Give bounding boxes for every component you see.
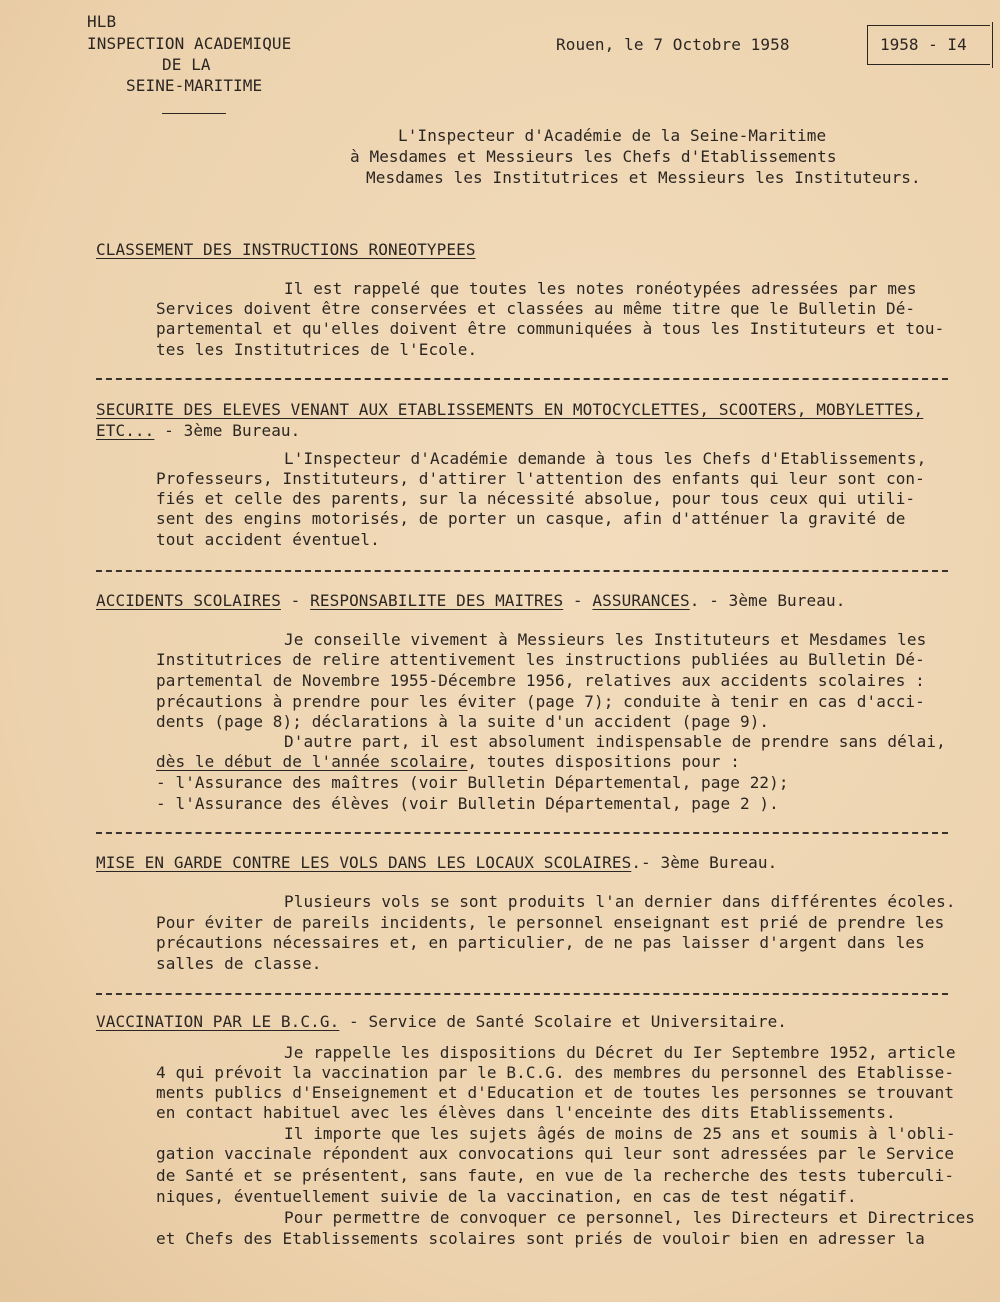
emphasis-text: dès le début de l'année scolaire <box>156 752 468 771</box>
heading-bureau: - 3ème Bureau. <box>154 421 301 440</box>
heading-part: ASSURANCES <box>592 591 690 610</box>
paragraph-line: Pour éviter de pareils incidents, le personnel enseignant est prié de prendre les <box>156 913 945 932</box>
paragraph-line: Il importe que les sujets âgés de moins de 25 ans et soumis à l'obli- <box>284 1124 956 1143</box>
institution-line-3: SEINE-MARITIME <box>126 76 263 95</box>
paragraph-line: tes les Institutrices de l'Ecole. <box>156 340 478 359</box>
section-heading: SECURITE DES ELEVES VENANT AUX ETABLISSEMENTS EN MOTOCYCLETTES, SCOOTERS, MOBYLETTES, <box>96 400 924 419</box>
paragraph-line: Il est rappelé que toutes les notes ronéotypées adressées par mes <box>284 279 917 298</box>
paragraph-line: précautions nécessaires et, en particulier, de ne pas laisser d'argent dans les <box>156 933 925 952</box>
paragraph-line: fiés et celle des parents, sur la nécessité absolue, pour tous ceux qui utili- <box>156 489 916 508</box>
paragraph-line: sent des engins motorisés, de porter un casque, afin d'atténuer la gravité de <box>156 509 906 528</box>
heading-etc: ETC... <box>96 421 155 440</box>
reference-box <box>867 25 990 65</box>
paragraph-line: D'autre part, il est absolument indispensable de prendre sans délai, <box>284 732 946 751</box>
addressee-line-3: Mesdames les Institutrices et Messieurs les Instituteurs. <box>366 168 921 187</box>
author-initials: HLB <box>87 12 117 31</box>
heading-bureau: .- 3ème Bureau. <box>631 853 778 872</box>
addressee-line-1: L'Inspecteur d'Académie de la Seine-Maritime <box>398 126 827 145</box>
paragraph-line: Je rappelle les dispositions du Décret du Ier Septembre 1952, article <box>284 1043 956 1062</box>
paragraph-line: gation vaccinale répondent aux convocations qui leur sont adressées par le Service <box>156 1144 955 1163</box>
heading-part: RESPONSABILITE DES MAITRES <box>310 591 564 610</box>
section-separator <box>96 378 948 380</box>
paragraph-line: ments publics d'Enseignement et d'Education et de toutes les personnes se trouvant <box>156 1083 955 1102</box>
paragraph-line: Je conseille vivement à Messieurs les Instituteurs et Mesdames les <box>284 630 927 649</box>
paragraph-line: Professeurs, Instituteurs, d'attirer l'attention des enfants qui leur sont con- <box>156 469 925 488</box>
section-heading: CLASSEMENT DES INSTRUCTIONS RONEOTYPEES <box>96 240 476 259</box>
paragraph-line: partemental et qu'elles doivent être communiquées à tous les Instituteurs et tou- <box>156 319 945 338</box>
paragraph-line: L'Inspecteur d'Académie demande à tous les Chefs d'Etablissements, <box>284 449 927 468</box>
section-heading: VACCINATION PAR LE B.C.G. - Service de Santé Scolaire et Universitaire. <box>96 1012 788 1031</box>
institution-line-2: DE LA <box>162 55 211 74</box>
paragraph-line: et Chefs des Etablissements scolaires sont priés de vouloir bien en adresser la <box>156 1229 925 1248</box>
section-heading: ACCIDENTS SCOLAIRES - RESPONSABILITE DES MAITRES - ASSURANCES. - 3ème Bureau. <box>96 591 846 610</box>
paragraph-line: Institutrices de relire attentivement les instructions publiées au Bulletin Dé- <box>156 650 925 669</box>
paragraph-line: partemental de Novembre 1955-Décembre 1956, relatives aux accidents scolaires : <box>156 671 925 690</box>
paragraph-line: précautions à prendre pour les éviter (page 7); conduite à tenir en cas d'acci- <box>156 692 925 711</box>
institution-line-1: INSPECTION ACADEMIQUE <box>87 34 292 53</box>
place-date: Rouen, le 7 Octobre 1958 <box>556 35 790 54</box>
paragraph-line: dents (page 8); déclarations à la suite d'un accident (page 9). <box>156 712 770 731</box>
paragraph-line: Pour permettre de convoquer ce personnel, les Directeurs et Directrices <box>284 1208 976 1227</box>
paragraph-line: salles de classe. <box>156 954 322 973</box>
paragraph-line: tout accident éventuel. <box>156 530 380 549</box>
section-separator <box>96 832 948 834</box>
section-heading: MISE EN GARDE CONTRE LES VOLS DANS LES LOCAUX SCOLAIRES.- 3ème Bureau. <box>96 853 778 872</box>
reference-number: 1958 - I4 <box>880 35 967 54</box>
list-item: - l'Assurance des maîtres (voir Bulletin Départemental, page 22); <box>156 773 789 792</box>
section-separator <box>96 993 948 995</box>
heading-part: ACCIDENTS SCOLAIRES <box>96 591 281 610</box>
paragraph-line: dès le début de l'année scolaire, toutes dispositions pour : <box>156 752 740 771</box>
paragraph-line: Plusieurs vols se sont produits l'an dernier dans différentes écoles. <box>284 892 956 911</box>
paragraph-line: 4 qui prévoit la vaccination par le B.C.G. des membres du personnel des Etablisse- <box>156 1063 955 1082</box>
header-rule <box>162 113 226 114</box>
section-separator <box>96 570 948 572</box>
section-heading-continuation <box>96 421 300 441</box>
paragraph-line: de Santé et se présentent, sans faute, en vue de la recherche des tests tuberculi- <box>156 1166 955 1185</box>
heading-bureau: . - 3ème Bureau. <box>689 591 846 610</box>
paragraph-line: Services doivent être conservées et classées au même titre que le Bulletin Dé- <box>156 299 916 318</box>
paragraph-line: en contact habituel avec les élèves dans l'enceinte des dits Etablissements. <box>156 1103 896 1122</box>
paragraph-line: niques, éventuellement suivie de la vaccination, en cas de test négatif. <box>156 1187 857 1206</box>
heading-service: - Service de Santé Scolaire et Universitaire. <box>339 1012 788 1031</box>
list-item: - l'Assurance des élèves (voir Bulletin Départemental, page 2 ). <box>156 794 779 813</box>
addressee-line-2: à Mesdames et Messieurs les Chefs d'Etablissements <box>350 147 837 166</box>
